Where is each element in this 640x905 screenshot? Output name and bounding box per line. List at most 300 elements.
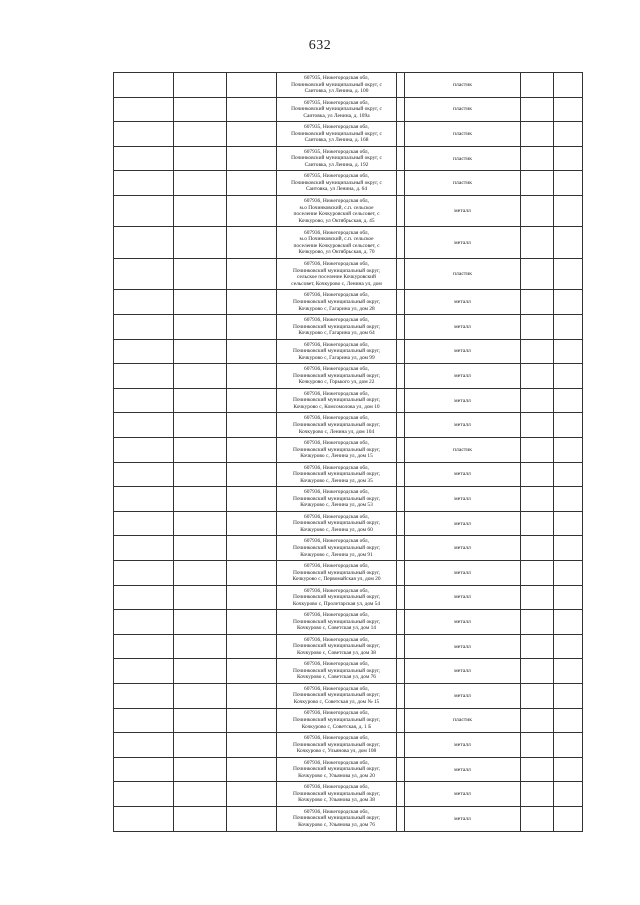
empty-cell — [554, 195, 583, 227]
table-row — [114, 782, 583, 807]
material-cell: металл — [405, 561, 521, 586]
empty-cell — [174, 511, 227, 536]
empty-cell — [554, 227, 583, 259]
empty-cell — [227, 708, 277, 733]
address-line: Кочкурово с, Советская ул, дом 38 — [297, 649, 376, 656]
empty-cell — [397, 806, 405, 831]
empty-cell — [521, 146, 554, 171]
empty-cell — [114, 511, 174, 536]
address-cell — [277, 610, 397, 635]
address-line: Починковский муниципальный округ, с — [291, 130, 382, 137]
empty-cell — [227, 73, 277, 98]
empty-cell — [174, 315, 227, 340]
empty-cell — [521, 585, 554, 610]
empty-cell — [521, 462, 554, 487]
address-line: 607936, Нижегородская обл, — [304, 759, 369, 766]
address-line: 607936, Нижегородская обл, — [304, 229, 369, 236]
table-row — [114, 413, 583, 438]
empty-cell — [174, 146, 227, 171]
address-line: Починковский муниципальный округ, — [292, 397, 381, 404]
address-cell — [277, 585, 397, 610]
material-cell: пластик — [405, 438, 521, 463]
empty-cell — [521, 315, 554, 340]
address-line: 607936, Нижегородская обл, — [304, 685, 369, 692]
empty-cell — [521, 659, 554, 684]
address-line: сельское поселение Кочкуровский — [297, 274, 376, 281]
material-cell: металл — [405, 388, 521, 413]
empty-cell — [554, 258, 583, 290]
empty-cell — [227, 659, 277, 684]
address-cell — [277, 122, 397, 147]
address-line: Кочкурово с, Ульянова ул, дом 108 — [296, 748, 377, 755]
empty-cell — [554, 585, 583, 610]
empty-cell — [521, 171, 554, 196]
address-line: Кочкурово с, Ленина ул, дом 91 — [300, 551, 373, 558]
address-line: 607936, Нижегородская обл, — [304, 710, 369, 717]
address-line: 607936, Нижегородская обл, — [304, 366, 369, 373]
empty-cell — [554, 438, 583, 463]
address-line: 607935, Нижегородская обл, — [304, 173, 369, 180]
address-line: 607936, Нижегородская обл, — [304, 341, 369, 348]
empty-cell — [174, 122, 227, 147]
empty-cell — [521, 683, 554, 708]
address-cell — [277, 339, 397, 364]
address-cell — [277, 195, 397, 227]
address-line: 607936, Нижегородская обл, — [304, 612, 369, 619]
empty-cell — [521, 438, 554, 463]
empty-cell — [397, 733, 405, 758]
table-row — [114, 683, 583, 708]
empty-cell — [554, 708, 583, 733]
table-row — [114, 388, 583, 413]
material-cell: металл — [405, 610, 521, 635]
empty-cell — [554, 97, 583, 122]
empty-cell — [114, 122, 174, 147]
address-line: Кочкурово с, Пролетарская ул, дом 54 — [292, 600, 381, 607]
address-cell — [277, 146, 397, 171]
empty-cell — [174, 536, 227, 561]
table-row — [114, 757, 583, 782]
address-line: Починковский муниципальный округ, с — [291, 106, 382, 113]
material-cell: металл — [405, 462, 521, 487]
material-cell: металл — [405, 782, 521, 807]
empty-cell — [227, 388, 277, 413]
empty-cell — [114, 634, 174, 659]
material-cell: металл — [405, 733, 521, 758]
table-row — [114, 364, 583, 389]
address-line: Кочкурово, ул Октябрьская, д. 45 — [298, 217, 375, 224]
empty-cell — [227, 315, 277, 340]
material-cell: металл — [405, 634, 521, 659]
address-line: Кочкурово с, Ульянова ул, дом 76 — [298, 822, 375, 829]
material-cell: металл — [405, 315, 521, 340]
table-row — [114, 438, 583, 463]
empty-cell — [397, 388, 405, 413]
table-row — [114, 708, 583, 733]
table-body — [114, 73, 583, 832]
address-cell — [277, 659, 397, 684]
address-line: Починковский муниципальный округ, — [292, 766, 381, 773]
empty-cell — [397, 122, 405, 147]
empty-cell — [114, 561, 174, 586]
material-cell: металл — [405, 364, 521, 389]
empty-cell — [521, 73, 554, 98]
address-line: Починковский муниципальный округ, — [292, 717, 381, 724]
empty-cell — [397, 227, 405, 259]
material-cell: пластик — [405, 146, 521, 171]
material-cell: пластик — [405, 73, 521, 98]
empty-cell — [554, 659, 583, 684]
empty-cell — [554, 806, 583, 831]
empty-cell — [174, 585, 227, 610]
address-line: Кочкурово с, Советская ул, дом 14 — [297, 625, 376, 632]
empty-cell — [227, 487, 277, 512]
empty-cell — [114, 610, 174, 635]
empty-cell — [397, 610, 405, 635]
empty-cell — [397, 438, 405, 463]
empty-cell — [397, 708, 405, 733]
address-line: Починковский муниципальный округ, с — [291, 81, 382, 88]
empty-cell — [521, 708, 554, 733]
empty-cell — [227, 97, 277, 122]
table-row — [114, 97, 583, 122]
empty-cell — [227, 146, 277, 171]
address-cell — [277, 634, 397, 659]
empty-cell — [227, 782, 277, 807]
empty-cell — [174, 438, 227, 463]
material-cell: металл — [405, 536, 521, 561]
address-line: Починковский муниципальный округ, — [292, 267, 381, 274]
empty-cell — [397, 195, 405, 227]
empty-cell — [521, 339, 554, 364]
empty-cell — [521, 227, 554, 259]
empty-cell — [554, 782, 583, 807]
address-cell — [277, 73, 397, 98]
empty-cell — [521, 634, 554, 659]
address-line: Кочкурово с, Ленина ул, дом 15 — [300, 453, 373, 460]
address-line: Починковский муниципальный округ, — [292, 421, 381, 428]
empty-cell — [554, 536, 583, 561]
material-cell: металл — [405, 195, 521, 227]
empty-cell — [554, 634, 583, 659]
table-row — [114, 227, 583, 259]
empty-cell — [227, 806, 277, 831]
empty-cell — [227, 757, 277, 782]
empty-cell — [174, 487, 227, 512]
empty-cell — [397, 634, 405, 659]
table-row — [114, 73, 583, 98]
empty-cell — [227, 258, 277, 290]
empty-cell — [114, 487, 174, 512]
empty-cell — [521, 258, 554, 290]
empty-cell — [114, 73, 174, 98]
empty-cell — [227, 683, 277, 708]
empty-cell — [227, 195, 277, 227]
empty-cell — [554, 757, 583, 782]
empty-cell — [174, 610, 227, 635]
address-cell — [277, 97, 397, 122]
empty-cell — [227, 290, 277, 315]
address-line: поселение Кочкуровский сельсовет, с — [293, 211, 380, 218]
address-line: Кочкурово с, Ленина ул, дом 60 — [300, 526, 373, 533]
empty-cell — [227, 122, 277, 147]
empty-cell — [397, 290, 405, 315]
empty-cell — [554, 339, 583, 364]
address-line: Починковский муниципальный округ, — [292, 815, 381, 822]
table-row — [114, 536, 583, 561]
material-cell: металл — [405, 290, 521, 315]
address-line: 607936, Нижегородская обл, — [304, 661, 369, 668]
address-line: 607936, Нижегородская обл, — [304, 198, 369, 205]
empty-cell — [174, 97, 227, 122]
address-cell — [277, 413, 397, 438]
empty-cell — [521, 487, 554, 512]
empty-cell — [554, 146, 583, 171]
address-line: Починковский муниципальный округ, с — [291, 155, 382, 162]
empty-cell — [174, 227, 227, 259]
table-row — [114, 171, 583, 196]
address-line: 607936, Нижегородская обл, — [304, 390, 369, 397]
empty-cell — [521, 536, 554, 561]
address-line: Саитовка, ул Ленина, д. 100 — [304, 88, 369, 95]
address-line: 607936, Нижегородская обл, — [304, 489, 369, 496]
empty-cell — [554, 561, 583, 586]
empty-cell — [554, 73, 583, 98]
empty-cell — [397, 585, 405, 610]
empty-cell — [227, 227, 277, 259]
empty-cell — [174, 733, 227, 758]
empty-cell — [397, 683, 405, 708]
empty-cell — [227, 462, 277, 487]
table-row — [114, 462, 583, 487]
address-line: 607936, Нижегородская обл, — [304, 415, 369, 422]
empty-cell — [114, 290, 174, 315]
address-line: Саитовка, ул Ленина, д. 64 — [305, 186, 368, 193]
address-line: Починковский муниципальный округ, — [292, 348, 381, 355]
empty-cell — [174, 634, 227, 659]
address-cell — [277, 388, 397, 413]
address-line: Кочкурово с, Первомайская ул, дом 20 — [292, 576, 381, 583]
address-cell — [277, 438, 397, 463]
empty-cell — [227, 413, 277, 438]
address-line: Кочкурово с, Ленина ул, дом 35 — [300, 477, 373, 484]
address-cell — [277, 757, 397, 782]
address-line: 607936, Нижегородская обл, — [304, 464, 369, 471]
address-line: Кочкурово с, Ульянова ул, дом 20 — [298, 772, 375, 779]
empty-cell — [397, 171, 405, 196]
empty-cell — [227, 610, 277, 635]
empty-cell — [554, 388, 583, 413]
empty-cell — [521, 364, 554, 389]
address-line: 607936, Нижегородская обл, — [304, 587, 369, 594]
table-row — [114, 585, 583, 610]
empty-cell — [114, 171, 174, 196]
empty-cell — [114, 258, 174, 290]
address-line: Починковский муниципальный округ, — [292, 544, 381, 551]
material-cell: пластик — [405, 171, 521, 196]
empty-cell — [114, 97, 174, 122]
table-row — [114, 610, 583, 635]
empty-cell — [174, 258, 227, 290]
table-row — [114, 339, 583, 364]
empty-cell — [397, 757, 405, 782]
address-line: Кочкурово с, Гагарина ул, дом 99 — [298, 354, 375, 361]
empty-cell — [114, 413, 174, 438]
empty-cell — [554, 122, 583, 147]
address-line: Кочкурово с, Ленина ул, дом 53 — [300, 502, 373, 509]
address-line: Починковский муниципальный округ, — [292, 667, 381, 674]
empty-cell — [521, 733, 554, 758]
empty-cell — [114, 146, 174, 171]
empty-cell — [521, 97, 554, 122]
empty-cell — [114, 806, 174, 831]
address-line: сельсовет, Кочкурово с, Ленина ул, дом — [291, 280, 382, 287]
empty-cell — [554, 610, 583, 635]
empty-cell — [174, 561, 227, 586]
table-row — [114, 561, 583, 586]
address-cell — [277, 290, 397, 315]
empty-cell — [174, 757, 227, 782]
material-cell: металл — [405, 339, 521, 364]
material-cell: пластик — [405, 122, 521, 147]
empty-cell — [174, 683, 227, 708]
material-cell: металл — [405, 413, 521, 438]
empty-cell — [554, 364, 583, 389]
empty-cell — [521, 757, 554, 782]
address-cell — [277, 171, 397, 196]
empty-cell — [174, 195, 227, 227]
empty-cell — [227, 634, 277, 659]
empty-cell — [554, 683, 583, 708]
empty-cell — [174, 806, 227, 831]
table-row — [114, 258, 583, 290]
address-line: Починковский муниципальный округ, — [292, 618, 381, 625]
address-line: Саитовка, ул Ленина, д. 109а — [303, 112, 370, 119]
address-line: 607935, Нижегородская обл, — [304, 74, 369, 81]
empty-cell — [521, 388, 554, 413]
address-line: Починковский муниципальный округ, — [292, 594, 381, 601]
address-line: м.о Починковский, с.п. сельское — [299, 204, 374, 211]
address-line: Починковский муниципальный округ, — [292, 520, 381, 527]
address-line: Починковский муниципальный округ, — [292, 495, 381, 502]
empty-cell — [227, 536, 277, 561]
empty-cell — [227, 585, 277, 610]
address-line: Починковский муниципальный округ, — [292, 569, 381, 576]
address-cell — [277, 782, 397, 807]
empty-cell — [114, 683, 174, 708]
empty-cell — [397, 146, 405, 171]
empty-cell — [521, 413, 554, 438]
address-cell — [277, 511, 397, 536]
table-row — [114, 487, 583, 512]
material-cell: металл — [405, 659, 521, 684]
table-row — [114, 290, 583, 315]
empty-cell — [397, 97, 405, 122]
address-cell — [277, 806, 397, 831]
address-cell — [277, 258, 397, 290]
address-line: Кочкурово с, Ульянова ул, дом 38 — [298, 797, 375, 804]
empty-cell — [114, 315, 174, 340]
address-line: 607936, Нижегородская обл, — [304, 538, 369, 545]
material-cell: металл — [405, 683, 521, 708]
empty-cell — [554, 462, 583, 487]
empty-cell — [174, 73, 227, 98]
address-line: Кочкурово с, Советская ул, дом № 15 — [293, 699, 380, 706]
empty-cell — [554, 733, 583, 758]
address-line: Починковский муниципальный округ, — [292, 741, 381, 748]
empty-cell — [397, 413, 405, 438]
empty-cell — [397, 258, 405, 290]
table-row — [114, 146, 583, 171]
empty-cell — [397, 536, 405, 561]
address-line: 607936, Нижегородская обл, — [304, 562, 369, 569]
table-row — [114, 806, 583, 831]
empty-cell — [174, 782, 227, 807]
empty-cell — [114, 364, 174, 389]
table-row — [114, 733, 583, 758]
empty-cell — [554, 171, 583, 196]
empty-cell — [114, 462, 174, 487]
address-cell — [277, 561, 397, 586]
empty-cell — [521, 782, 554, 807]
address-line: 607936, Нижегородская обл, — [304, 636, 369, 643]
address-line: Починковский муниципальный округ, — [292, 298, 381, 305]
empty-cell — [227, 733, 277, 758]
empty-cell — [174, 171, 227, 196]
empty-cell — [397, 782, 405, 807]
empty-cell — [397, 339, 405, 364]
empty-cell — [521, 195, 554, 227]
address-cell — [277, 708, 397, 733]
address-line: Кочкурово, ул Октябрьская, д. 70 — [298, 249, 375, 256]
empty-cell — [397, 511, 405, 536]
empty-cell — [174, 413, 227, 438]
address-line: Кочкурово с, Ленина ул, дом 104 — [298, 428, 375, 435]
address-line: Починковский муниципальный округ, — [292, 790, 381, 797]
address-cell — [277, 733, 397, 758]
empty-cell — [174, 290, 227, 315]
address-cell — [277, 315, 397, 340]
address-line: поселение Кочкуровский сельсовет, с — [293, 242, 380, 249]
address-line: 607935, Нижегородская обл, — [304, 99, 369, 106]
empty-cell — [397, 487, 405, 512]
address-line: Починковский муниципальный округ, — [292, 692, 381, 699]
table-row — [114, 195, 583, 227]
address-line: Починковский муниципальный округ, — [292, 471, 381, 478]
address-line: 607935, Нижегородская обл, — [304, 148, 369, 155]
empty-cell — [521, 561, 554, 586]
empty-cell — [397, 315, 405, 340]
empty-cell — [114, 585, 174, 610]
empty-cell — [554, 315, 583, 340]
address-line: Починковский муниципальный округ, — [292, 643, 381, 650]
page-number: 632 — [308, 38, 332, 53]
material-cell: металл — [405, 227, 521, 259]
empty-cell — [521, 511, 554, 536]
empty-cell — [521, 290, 554, 315]
address-line: Кочкурово с, Советская ул, дом 76 — [297, 674, 376, 681]
empty-cell — [174, 339, 227, 364]
empty-cell — [227, 438, 277, 463]
address-line: м.о Починковский, с.п. сельское — [299, 236, 374, 243]
empty-cell — [174, 388, 227, 413]
table-row — [114, 634, 583, 659]
address-line: 607936, Нижегородская обл, — [304, 735, 369, 742]
empty-cell — [397, 73, 405, 98]
material-cell: металл — [405, 585, 521, 610]
empty-cell — [174, 659, 227, 684]
empty-cell — [397, 364, 405, 389]
